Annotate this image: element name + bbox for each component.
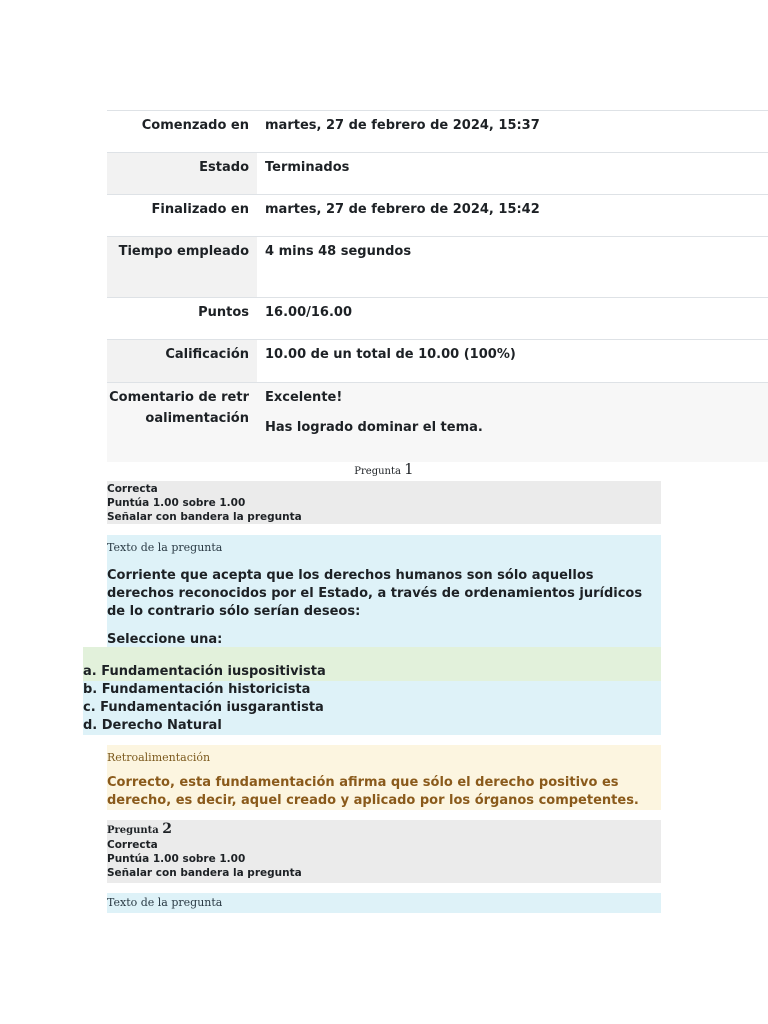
answer-option-b[interactable]: b. Fundamentación historicista bbox=[83, 681, 661, 699]
summary-label: Tiempo empleado bbox=[107, 237, 257, 297]
flag-question-link[interactable]: Señalar con bandera la pregunta bbox=[107, 511, 302, 523]
attempt-summary-table bbox=[107, 110, 768, 462]
summary-value: martes, 27 de febrero de 2024, 15:42 bbox=[257, 195, 768, 236]
summary-row-finished bbox=[107, 194, 768, 236]
question-1-info bbox=[107, 481, 661, 524]
summary-value: 10.00 de un total de 10.00 (100%) bbox=[257, 340, 768, 382]
answer-option-d[interactable]: d. Derecho Natural bbox=[83, 717, 661, 735]
summary-row-points bbox=[107, 297, 768, 339]
answer-options bbox=[83, 647, 661, 735]
summary-row-grade bbox=[107, 339, 768, 382]
summary-label: Calificación bbox=[107, 340, 257, 382]
answer-option-a[interactable]: a. Fundamentación iuspositivista bbox=[83, 647, 661, 681]
feedback-text: Correcto, esta fundamentación afirma que sólo el derecho positivo es derecho, es decir, aquel creado y aplicado por los órganos competentes. bbox=[107, 775, 639, 808]
summary-row-state bbox=[107, 152, 768, 194]
feedback-caption: Retroalimentación bbox=[107, 751, 211, 764]
summary-value: martes, 27 de febrero de 2024, 15:37 bbox=[257, 111, 768, 152]
question-2-title bbox=[107, 822, 661, 838]
summary-label: Comentario de retroalimentación bbox=[107, 383, 257, 462]
question-title-word: Pregunta bbox=[107, 825, 159, 836]
question-number: 1 bbox=[404, 460, 414, 478]
question-1-text bbox=[107, 535, 661, 647]
summary-value: 16.00/16.00 bbox=[257, 298, 768, 339]
summary-label: Comenzado en bbox=[107, 111, 257, 152]
summary-value bbox=[257, 383, 768, 462]
question-1-feedback bbox=[107, 745, 661, 810]
comment-line: Has logrado dominar el tema. bbox=[265, 420, 483, 435]
question-number: 2 bbox=[162, 821, 173, 837]
summary-value: 4 mins 48 segundos bbox=[257, 237, 768, 297]
question-text-caption: Texto de la pregunta bbox=[107, 541, 223, 554]
summary-label: Puntos bbox=[107, 298, 257, 339]
question-grade: Puntúa 1.00 sobre 1.00 bbox=[107, 497, 246, 509]
summary-value: Terminados bbox=[257, 153, 768, 194]
question-grade: Puntúa 1.00 sobre 1.00 bbox=[107, 853, 246, 865]
question-1-title bbox=[107, 460, 661, 483]
question-text-caption: Texto de la pregunta bbox=[107, 896, 223, 909]
select-one-prompt: Seleccione una: bbox=[107, 632, 223, 647]
question-stem: Corriente que acepta que los derechos humanos son sólo aquellos derechos reconocidos por el Estado, a través de ordenamientos jurídicos de lo contrario sólo serían deseos: bbox=[107, 568, 643, 619]
question-state: Correcta bbox=[107, 839, 158, 851]
flag-question-link[interactable]: Señalar con bandera la pregunta bbox=[107, 867, 302, 879]
comment-line: Excelente! bbox=[265, 390, 343, 405]
question-state: Correcta bbox=[107, 483, 158, 495]
answer-option-c[interactable]: c. Fundamentación iusgarantista bbox=[83, 699, 661, 717]
summary-row-started bbox=[107, 110, 768, 152]
question-2-text bbox=[107, 893, 661, 913]
summary-label: Estado bbox=[107, 153, 257, 194]
summary-row-feedback-comment bbox=[107, 382, 768, 462]
summary-label: Finalizado en bbox=[107, 195, 257, 236]
question-2-info bbox=[107, 820, 661, 883]
question-title-word: Pregunta bbox=[354, 466, 401, 477]
summary-row-time-taken bbox=[107, 236, 768, 297]
